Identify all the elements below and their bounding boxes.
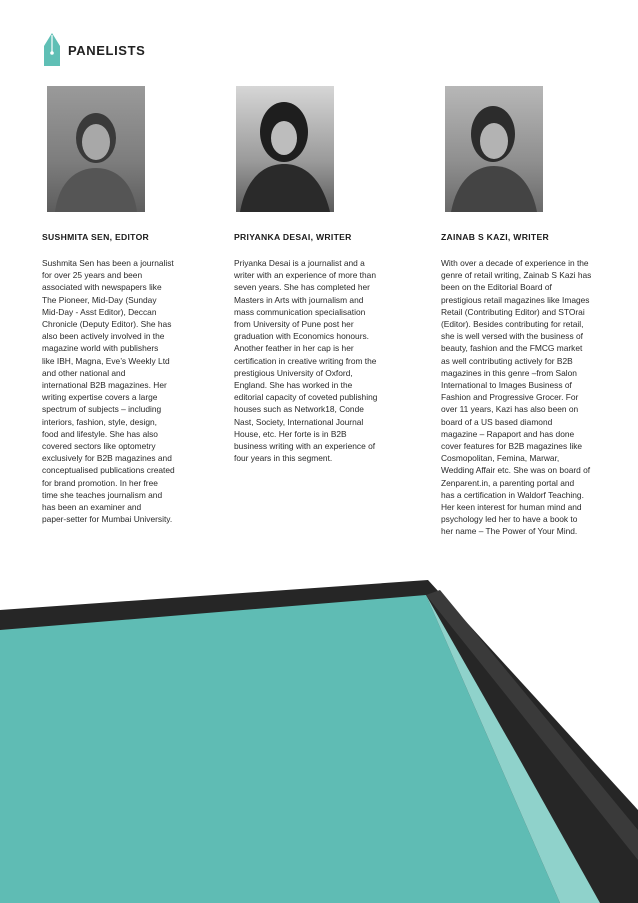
panelist-bio: Sushmita Sen has been a journalist for over 25 years and been associated with newspapers like The Pioneer, Mid-Day (Sunday Mid-Day - Asst Editor), Deccan Chronicle (Deputy Editor). She has also been actively involved in the magazine world with publishers like IBH, Magna, Eve’s Weekly Ltd and other national and international B2B magazines. Her writing expertise covers a large spectrum of subjects – including interiors, fashion, style, design, food and lifestyle. She has also covered sectors like optometry exclusively for B2B magazines and conceptualised publications created for brand promotion. In her free time she teaches journalism and has been an examiner and paper-setter for Mumbai University. bbox=[42, 258, 175, 525]
panelist-photo bbox=[445, 86, 543, 212]
panelist-name: PRIYANKA DESAI, WRITER bbox=[234, 232, 352, 242]
panelist-card bbox=[234, 86, 399, 464]
decorative-background-shapes bbox=[0, 560, 638, 903]
pen-nib-icon bbox=[42, 32, 62, 68]
panelist-name: SUSHMITA SEN, EDITOR bbox=[42, 232, 150, 242]
panelist-bio: Priyanka Desai is a journalist and a writer with an experience of more than seven years. She has completed her Masters in Arts with journalism and mass communication specialisation from University of Pune post her graduation with Economics honours. Another feather in her cap is her certification in creative writing from the prestigious University of Oxford, England. She has worked in the editorial capacity of coveted publishing houses such as Network18, Conde Nast, Society, International Journal House, etc. Her forte is in B2B business writing with an experience of four years in this segment. bbox=[234, 258, 378, 464]
panelist-photo bbox=[47, 86, 145, 212]
page-header bbox=[42, 32, 145, 68]
panelist-photo bbox=[236, 86, 334, 212]
panelist-name: ZAINAB S KAZI, WRITER bbox=[441, 232, 549, 242]
panelist-bio: With over a decade of experience in the genre of retail writing, Zainab S Kazi has been on the Editorial Board of prestigious retail magazines like Images Retail (Contributing Editor) and STOrai (Editor). Besides contributing for retail, she is well versed with the business of beauty, fashion and the FMCG market as well contributing actively for B2B magazines in this genre –from Salon International to Images Business of Fashion and Progressive Grocer. For over 11 years, Kazi has also been on board of a US based diamond magazine – Rapaport and has done cover features for B2B magazines like Cosmopolitan, Femina, Marwar, Wedding Affair etc. She was on board of Zenparent.in, a parenting portal and has a certification in Waldorf Teaching. Her keen interest for human mind and psychology led her to have a book to her name – The Power of Your Mind. bbox=[441, 258, 592, 537]
page-title: PANELISTS bbox=[68, 42, 146, 58]
panelist-card bbox=[42, 86, 207, 525]
panelist-card bbox=[441, 86, 606, 538]
